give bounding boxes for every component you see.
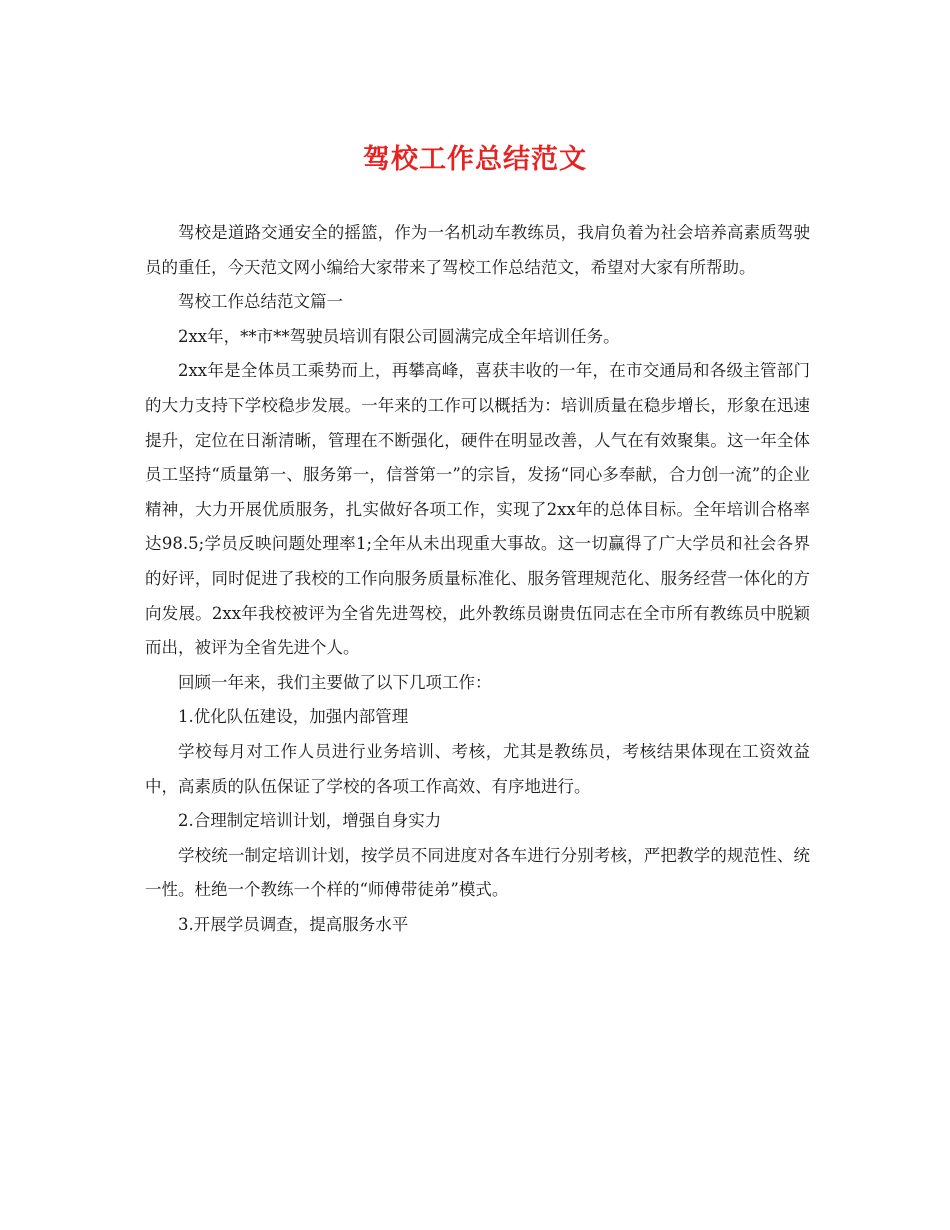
paragraph-year-overview: 2xx年是全体员工乘势而上，再攀高峰，喜获丰收的一年，在市交通局和各级主管部门的大力支持下学校稳步发展。一年来的工作可以概括为：培训质量在稳步增长，形象在迅速提升，定位在日渐清晰，管理在不断强化，硬件在明显改善，人气在有效聚集。这一年全体员工坚持“质量第一、服务第一，信誉第一”的宗旨，发扬“同心多奉献，合力创一流”的企业精神，大力开展优质服务，扎实做好各项工作，实现了2xx年的总体目标。全年培训合格率达98.5;学员反映问题处理率1;全年从未出现重大事故。这一切赢得了广大学员和社会各界的好评，同时促进了我校的工作向服务质量标准化、服务管理规范化、服务经营一体化的方向发展。2xx年我校被评为全省先进驾校，此外教练员谢贵伍同志在全市所有教练员中脱颖而出，被评为全省先进个人。 (145, 361, 810, 658)
paragraph-item-2-body: 学校统一制定培训计划，按学员不同进度对各车进行分别考核，严把教学的规范性、统一性。杜绝一个教练一个样的“师傅带徒弟”模式。 (145, 845, 810, 900)
paragraph-review-intro: 回顾一年来，我们主要做了以下几项工作： (178, 672, 492, 692)
paragraph-item-1-body: 学校每月对工作人员进行业务培训、考核，尤其是教练员，考核结果体现在工资效益中，高素质的队伍保证了学校的各项工作高效、有序地进行。 (145, 741, 810, 796)
paragraph-section-heading: 驾校工作总结范文篇一 (178, 292, 343, 312)
paragraph-item-2-heading: 2.合理制定培训计划，增强自身实力 (178, 811, 442, 831)
paragraph-item-3-heading: 3.开展学员调查，提高服务水平 (178, 914, 409, 934)
paragraph-summary-line: 2xx年，**市**驾驶员培训有限公司圆满完成全年培训任务。 (178, 326, 620, 346)
document-title: 驾校工作总结范文 (363, 144, 587, 175)
document-body (145, 216, 810, 942)
paragraph-item-1-heading: 1.优化队伍建设，加强内部管理 (178, 707, 409, 727)
paragraph-intro: 驾校是道路交通安全的摇篮，作为一名机动车教练员，我肩负着为社会培养高素质驾驶员的重任，今天范文网小编给大家带来了驾校工作总结范文，希望对大家有所帮助。 (145, 223, 810, 277)
